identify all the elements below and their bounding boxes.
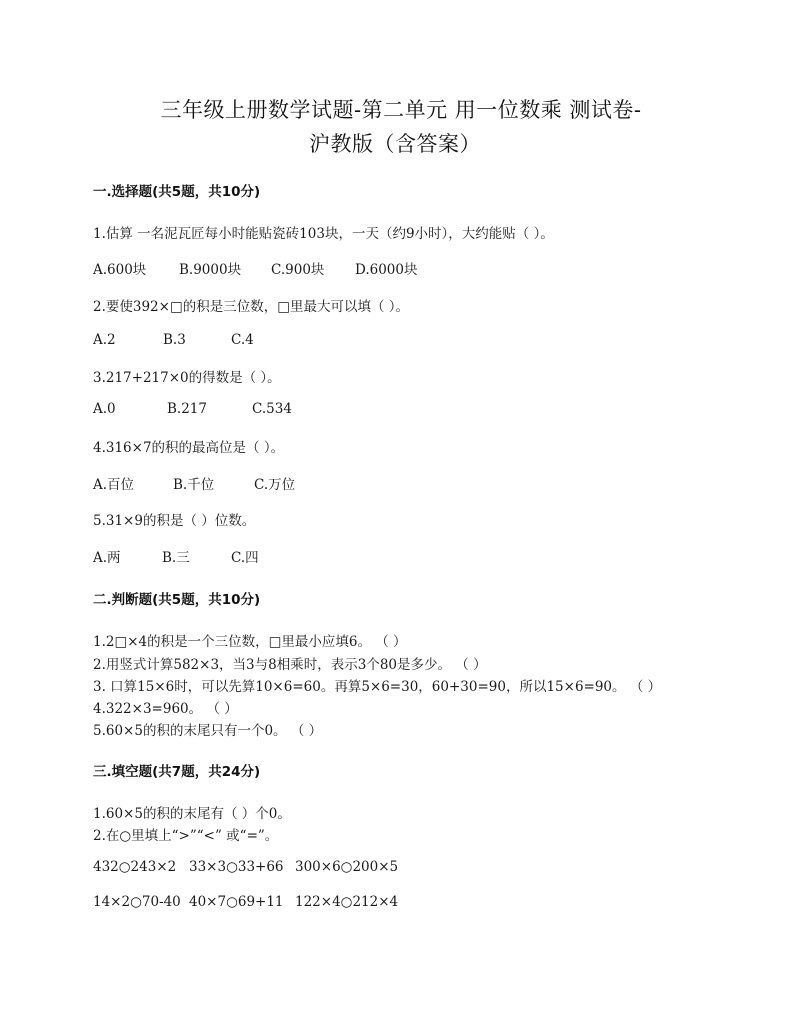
option-a: A.0: [93, 401, 116, 417]
compare-expression: 40×7○69+11: [189, 894, 284, 910]
question-1-3: 3.217+217×0的得数是（ ）。: [93, 370, 281, 386]
page-title-line-2: 沪教版（含答案）: [309, 132, 481, 156]
option-b: B.千位: [173, 477, 215, 493]
fill-item-2: 2.在○里填上“>”“<” 或“=”。: [93, 828, 279, 844]
compare-expression: 33×3○33+66: [189, 859, 284, 875]
option-b: B.3: [163, 332, 186, 348]
compare-row-2: [93, 894, 398, 910]
question-1-1-options: [93, 258, 418, 278]
page-title-line-1: 三年级上册数学试题-第二单元 用一位数乘 测试卷-: [160, 98, 642, 122]
question-1-1: 1.估算 一名泥瓦匠每小时能贴瓷砖103块，一天（约9小时），大约能贴（ ）。: [93, 226, 554, 242]
question-1-2-options: [93, 332, 254, 348]
compare-expression: 432○243×2: [93, 859, 177, 875]
section-2-heading: 二.判断题(共5题，共10分): [93, 592, 261, 608]
option-b: B.217: [167, 401, 207, 417]
question-1-5-options: [93, 546, 259, 566]
option-a: A.600块: [93, 262, 147, 278]
option-b: B.9000块: [179, 262, 242, 278]
section-3-heading: 三.填空题(共7题，共24分): [93, 764, 261, 780]
option-c: C.四: [231, 550, 259, 566]
option-a: A.百位: [93, 477, 135, 493]
compare-expression: 14×2○70-40: [93, 894, 181, 910]
judge-item-4: 4.322×3=960。 （ ）: [93, 701, 238, 717]
judge-item-1: 1.2□×4的积是一个三位数，□里最小应填6。 （ ）: [93, 634, 407, 650]
question-1-4: 4.316×7的积的最高位是（ ）。: [93, 440, 285, 456]
option-b: B.三: [162, 550, 190, 566]
question-1-2: 2.要使392×□的积是三位数，□里最大可以填（ ）。: [93, 299, 410, 315]
option-d: D.6000块: [355, 262, 418, 278]
option-a: A.两: [93, 550, 121, 566]
option-c: C.4: [231, 332, 254, 348]
option-a: A.2: [93, 332, 116, 348]
option-c: C.534: [252, 401, 292, 417]
fill-item-1: 1.60×5的积的末尾有（ ）个0。: [93, 806, 291, 822]
option-c: C.万位: [254, 477, 296, 493]
judge-item-3: 3. 口算15×6时，可以先算10×6=60。再算5×6=30，60+30=90，所以15×6=90。 （ ）: [93, 679, 662, 695]
compare-expression: 122×4○212×4: [295, 894, 399, 910]
judge-item-2: 2.用竖式计算582×3，当3与8相乘时，表示3个80是多少。 （ ）: [93, 657, 487, 673]
question-1-4-options: [93, 473, 295, 493]
question-1-5: 5.31×9的积是（ ）位数。: [93, 513, 256, 529]
compare-row-1: [93, 859, 398, 875]
compare-expression: 300×6○200×5: [295, 859, 399, 875]
section-1-heading: 一.选择题(共5题，共10分): [93, 184, 261, 200]
question-1-3-options: [93, 401, 292, 417]
option-c: C.900块: [271, 262, 325, 278]
judge-item-5: 5.60×5的积的末尾只有一个0。 （ ）: [93, 723, 323, 739]
